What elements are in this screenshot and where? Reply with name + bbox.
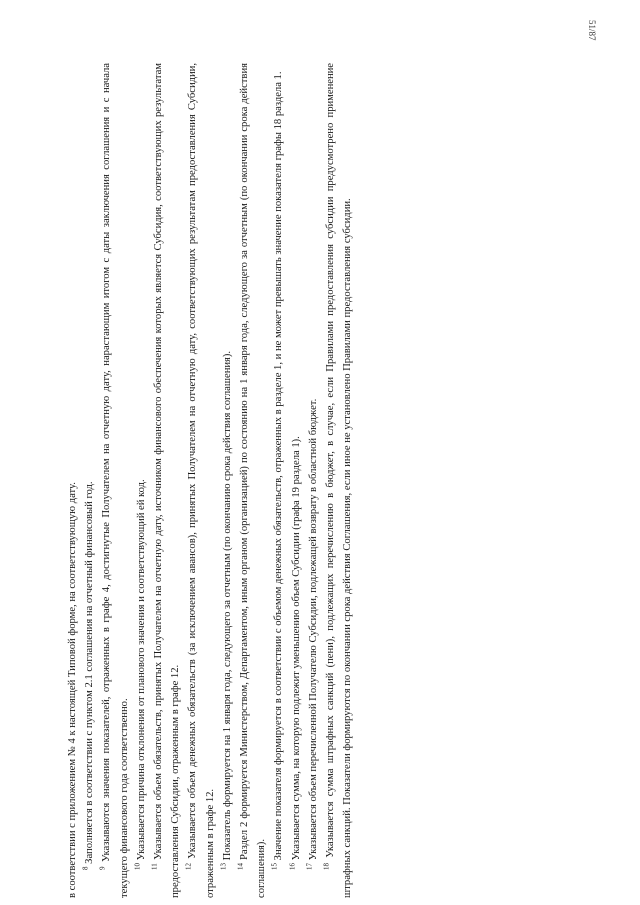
footnote-mark: 17	[305, 863, 314, 870]
footnote-text: Указываются значения показателей, отраженных в графе 4, достигнутые Получателем на отчетную дату, нарастающим итогом с даты заключения соглашения и с начала текущего финансового года соответственно.	[101, 62, 130, 898]
footnotes-block	[64, 63, 364, 898]
footnote-text: Значение показателя формируется в соответствии с объемом денежных обязательств, отраженных в разделе 1, и не может превышать значение показателя графы 18 раздела 1.	[273, 71, 285, 861]
footnote-text: Указывается объем денежных обязательств (за исключением авансов), принятых Получателем на отчетную дату, соответствующих результатам предоставления Субсидии, отраженным в графе 12.	[187, 63, 216, 898]
footnote-mark: 9	[98, 866, 107, 870]
footnote-text: Показатель формируется на 1 января года, следующего за отчетным (по окончанию срока действия соглашения).	[221, 350, 233, 861]
footnote-text: Указывается сумма, на которую подлежит уменьшению объем Субсидии (графа 19 раздела 1).	[290, 436, 302, 861]
footnote-mark: 18	[322, 863, 331, 870]
footnote-13	[219, 63, 236, 898]
intro-text: в соответствии с приложением № 4 к настоящей Типовой форме, на соответствующую дату.	[67, 482, 78, 898]
footnote-11	[150, 63, 184, 898]
footnote-mark: 14	[236, 863, 245, 870]
footnote-text: Указывается объем перечисленной Получателю Субсидии, подлежащей возврату в областной бюджет.	[307, 398, 319, 861]
footnote-text: Раздел 2 формируется Министерством, Департаментом, иным органом (организацией) по состоянию на 1 января года, следующего за отчетным (по окончании срока действия соглашения).	[239, 63, 268, 898]
footnote-mark: 10	[133, 863, 142, 870]
footnote-text: Указывается сумма штрафных санкций (пени), подлежащих перечислению в бюджет, в случае, если Правилами предоставления субсидии предусмотрено применение штрафных санкций. Показатели формируются по окончании срока действия Соглашения, если иное не установлено Правилами предоставления субсидии.	[325, 63, 354, 898]
footnote-text: Заполняется в соответствии с пунктом 2.1 соглашения на отчетный финансовый год.	[84, 481, 96, 864]
footnote-8	[81, 63, 98, 898]
page-number: 51/87	[587, 20, 597, 41]
footnote-10	[133, 63, 150, 898]
footnote-text: Указывается объем обязательств, принятых Получателем на отчетную дату, источником финансового обеспечения которых является Субсидия, соответствующих результатам предоставления Субсидии, отраженным в графе 12.	[153, 63, 182, 898]
footnote-mark: 11	[150, 863, 159, 870]
footnote-15	[270, 63, 287, 898]
footnote-12	[184, 63, 218, 898]
intro-line	[64, 63, 81, 898]
footnote-9	[98, 63, 132, 898]
footnote-text: Указывается причина отклонения от планового значения и соответствующий ей код.	[135, 479, 147, 861]
footnote-mark: 12	[184, 863, 193, 870]
footnote-18	[322, 63, 356, 898]
footnote-mark: 15	[270, 863, 279, 870]
footnote-14	[236, 63, 270, 898]
footnote-mark: 16	[288, 863, 297, 870]
footnote-mark: 13	[219, 863, 228, 870]
footnote-mark: 8	[81, 866, 90, 870]
footnote-16	[288, 63, 305, 898]
footnote-17	[305, 63, 322, 898]
